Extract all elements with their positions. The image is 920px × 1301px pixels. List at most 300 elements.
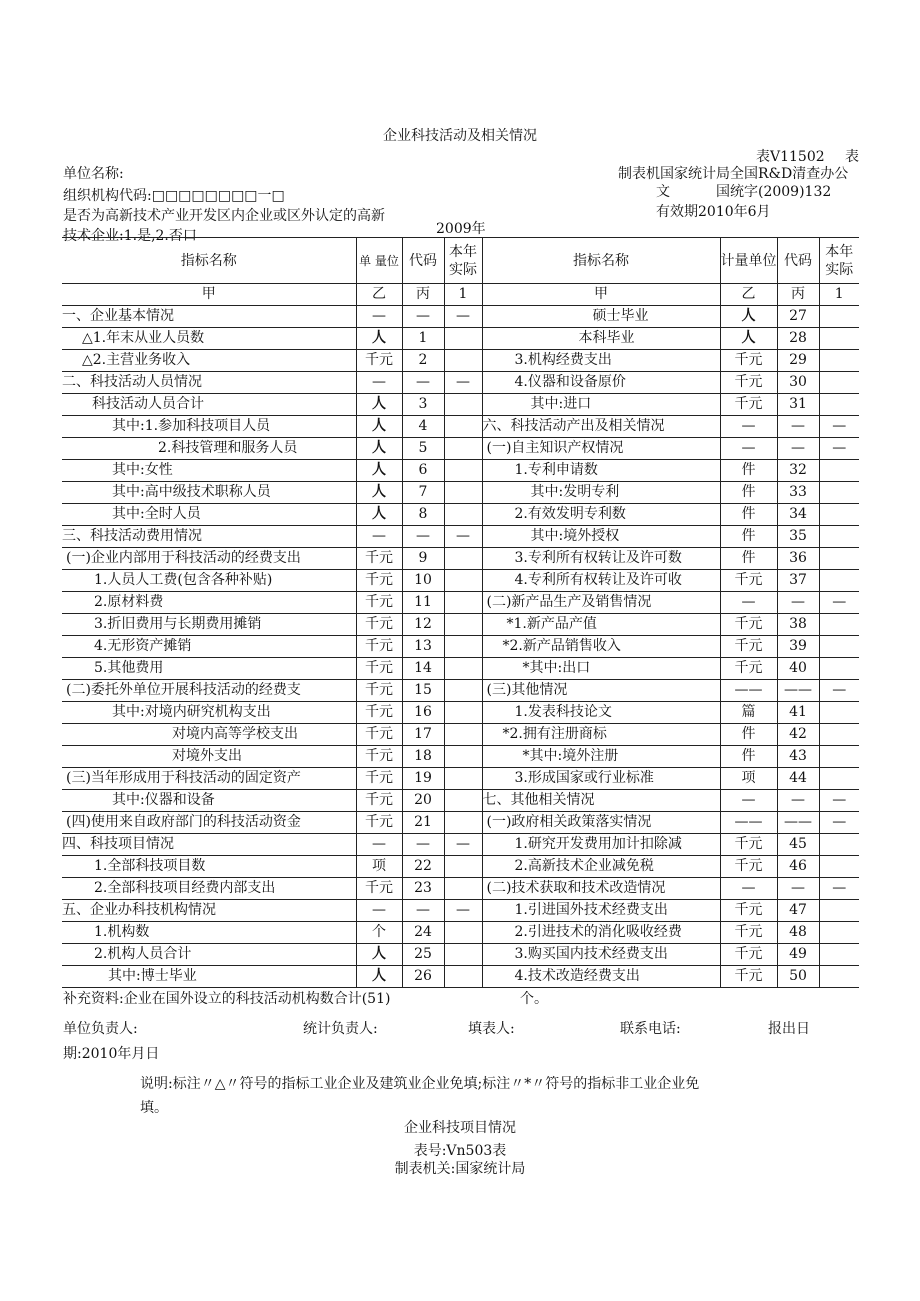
unit-left: 千元 — [356, 658, 402, 680]
subheader-b: 乙 — [356, 284, 402, 306]
code-right: 47 — [777, 900, 819, 922]
unit-right: —— — [720, 812, 777, 834]
actual-value-right[interactable] — [819, 702, 859, 724]
actual-value-left[interactable] — [444, 570, 482, 592]
code-right: 32 — [777, 460, 819, 482]
code-left: 21 — [402, 812, 444, 834]
supplement-text: 补充资料:企业在国外设立的科技活动机构数合计(51) — [63, 991, 391, 1007]
code-right: 39 — [777, 636, 819, 658]
table-subheader-row — [62, 284, 859, 306]
actual-value-right[interactable]: — — [819, 790, 859, 812]
table-row — [62, 680, 859, 702]
actual-value-right[interactable] — [819, 856, 859, 878]
actual-value-left[interactable] — [444, 680, 482, 702]
indicator-name-right: 1.研究开发费用加计扣除减 — [482, 834, 720, 856]
indicator-name-left: 1.机构数 — [62, 922, 356, 944]
unit-right: 篇 — [720, 702, 777, 724]
table-row — [62, 746, 859, 768]
indicator-name-right: 硕士毕业 — [482, 306, 720, 328]
unit-right: 千元 — [720, 570, 777, 592]
unit-left: 千元 — [356, 592, 402, 614]
table-row — [62, 592, 859, 614]
unit-left: 人 — [356, 460, 402, 482]
unit-right: 件 — [720, 526, 777, 548]
code-left: 12 — [402, 614, 444, 636]
table-row — [62, 328, 859, 350]
code-right: —— — [777, 812, 819, 834]
code-left: 25 — [402, 944, 444, 966]
indicator-name-left: 2.机构人员合计 — [62, 944, 356, 966]
unit-left: 人 — [356, 944, 402, 966]
unit-right: 千元 — [720, 614, 777, 636]
table-row — [62, 724, 859, 746]
table-row — [62, 460, 859, 482]
code-right: 28 — [777, 328, 819, 350]
table-row — [62, 636, 859, 658]
indicator-name-right: 2.有效发明专利数 — [482, 504, 720, 526]
indicator-name-right: 七、其他相关情况 — [482, 790, 720, 812]
code-right: — — [777, 790, 819, 812]
unit-left: 人 — [356, 504, 402, 526]
indicator-name-left: 1.人员人工费(包含各种补贴) — [62, 570, 356, 592]
indicator-name-left: 其中:对境内研究机构支出 — [62, 702, 356, 724]
col-header-unit: 单 量位 — [356, 238, 402, 284]
actual-value-right[interactable] — [819, 834, 859, 856]
unit-left: 千元 — [356, 878, 402, 900]
indicator-name-right: 4.仪器和设备原价 — [482, 372, 720, 394]
unit-right: 件 — [720, 548, 777, 570]
indicator-name-right: (三)其他情况 — [482, 680, 720, 702]
actual-value-right[interactable] — [819, 724, 859, 746]
indicator-name-left: 2.原材料费 — [62, 592, 356, 614]
col-header-code: 代码 — [402, 238, 444, 284]
code-right: 30 — [777, 372, 819, 394]
code-right: 33 — [777, 482, 819, 504]
table-row — [62, 504, 859, 526]
code-left: 22 — [402, 856, 444, 878]
next-form-title: 企业科技项目情况 — [404, 1120, 516, 1136]
actual-value-left[interactable]: — — [444, 834, 482, 856]
indicator-name-right: 2.引进技术的消化吸收经费 — [482, 922, 720, 944]
code-left: 8 — [402, 504, 444, 526]
table-row — [62, 768, 859, 790]
unit-left: 人 — [356, 394, 402, 416]
unit-right: 件 — [720, 724, 777, 746]
form-number-suffix: 表 — [845, 149, 859, 165]
actual-value-left[interactable] — [444, 636, 482, 658]
indicator-name-left: 其中:高中级技术职称人员 — [62, 482, 356, 504]
code-right: 29 — [777, 350, 819, 372]
indicator-name-left: 二、科技活动人员情况 — [62, 372, 356, 394]
actual-value-right[interactable] — [819, 636, 859, 658]
code-left: 6 — [402, 460, 444, 482]
unit-left: 千元 — [356, 548, 402, 570]
indicator-name-left: 其中:全时人员 — [62, 504, 356, 526]
indicator-name-right: 3.专利所有权转让及许可数 — [482, 548, 720, 570]
subheader-a: 甲 — [62, 284, 356, 306]
unit-right: — — [720, 592, 777, 614]
unit-left: 人 — [356, 482, 402, 504]
actual-value-right[interactable]: — — [819, 878, 859, 900]
code-left: 17 — [402, 724, 444, 746]
table-row — [62, 548, 859, 570]
code-right: 34 — [777, 504, 819, 526]
actual-value-left[interactable] — [444, 328, 482, 350]
code-left: 5 — [402, 438, 444, 460]
code-right: — — [777, 878, 819, 900]
unit-right: — — [720, 416, 777, 438]
form-number: 表V11502 — [756, 149, 825, 165]
signature-date-cont: 期:2010年月日 — [63, 1046, 160, 1062]
unit-left: 千元 — [356, 790, 402, 812]
col-header-actual-right: 本年实际 — [819, 238, 859, 284]
actual-value-right[interactable] — [819, 526, 859, 548]
code-left: 18 — [402, 746, 444, 768]
hitech-question-line2: 技术企业:1.是,2.否口 — [63, 228, 197, 244]
indicator-name-right: 其中:进口 — [482, 394, 720, 416]
actual-value-left[interactable] — [444, 768, 482, 790]
indicator-name-right: (二)技术获取和技术改造情况 — [482, 878, 720, 900]
actual-value-right[interactable]: — — [819, 812, 859, 834]
actual-value-left[interactable]: — — [444, 306, 482, 328]
actual-value-left[interactable] — [444, 944, 482, 966]
indicator-name-right: 六、科技活动产出及相关情况 — [482, 416, 720, 438]
unit-left: 人 — [356, 966, 402, 988]
subheader-c-right: 丙 — [777, 284, 819, 306]
indicator-name-left: 对境内高等学校支出 — [62, 724, 356, 746]
table-header-row — [62, 238, 859, 284]
code-right: 31 — [777, 394, 819, 416]
next-form-issuer: 制表机关:国家统计局 — [394, 1161, 526, 1177]
table-row — [62, 482, 859, 504]
unit-right: 千元 — [720, 966, 777, 988]
unit-left: 千元 — [356, 724, 402, 746]
actual-value-left[interactable] — [444, 504, 482, 526]
actual-value-left[interactable] — [444, 790, 482, 812]
indicator-name-right: (一)政府相关政策落实情况 — [482, 812, 720, 834]
signature-date: 报出日 — [768, 1021, 810, 1037]
actual-value-left[interactable] — [444, 724, 482, 746]
subheader-a-right: 甲 — [482, 284, 720, 306]
code-left: — — [402, 306, 444, 328]
table-row — [62, 856, 859, 878]
actual-value-right[interactable] — [819, 372, 859, 394]
table-row — [62, 878, 859, 900]
indicator-name-right: 3.机构经费支出 — [482, 350, 720, 372]
unit-name-label: 单位名称: — [63, 166, 124, 182]
indicator-name-left: 四、科技项目情况 — [62, 834, 356, 856]
table-row — [62, 812, 859, 834]
unit-left: 千元 — [356, 746, 402, 768]
unit-left: — — [356, 900, 402, 922]
unit-left: 人 — [356, 438, 402, 460]
unit-right: 千元 — [720, 834, 777, 856]
code-right: 49 — [777, 944, 819, 966]
actual-value-left[interactable] — [444, 856, 482, 878]
table-row — [62, 416, 859, 438]
unit-right: 件 — [720, 460, 777, 482]
code-right: 37 — [777, 570, 819, 592]
unit-right: —— — [720, 680, 777, 702]
col-header-code-right: 代码 — [777, 238, 819, 284]
actual-value-left[interactable] — [444, 394, 482, 416]
unit-right: 千元 — [720, 394, 777, 416]
table-row — [62, 966, 859, 988]
table-row — [62, 306, 859, 328]
actual-value-right[interactable] — [819, 966, 859, 988]
unit-left: 人 — [356, 416, 402, 438]
code-right: 46 — [777, 856, 819, 878]
indicator-name-left: (三)当年形成用于科技活动的固定资产 — [62, 768, 356, 790]
actual-value-left[interactable] — [444, 702, 482, 724]
actual-value-right[interactable] — [819, 922, 859, 944]
hitech-question-line1: 是否为高新技术产业开发区内企业或区外认定的高新 — [63, 208, 385, 224]
code-right: — — [777, 592, 819, 614]
actual-value-left[interactable] — [444, 658, 482, 680]
code-left: 3 — [402, 394, 444, 416]
code-left: — — [402, 372, 444, 394]
indicator-name-left: △2.主营业务收入 — [62, 350, 356, 372]
col-header-unit-right: 计量单位 — [720, 238, 777, 284]
code-right: 48 — [777, 922, 819, 944]
col-header-name: 指标名称 — [62, 238, 356, 284]
signature-filler: 填表人: — [468, 1021, 515, 1037]
unit-right: 件 — [720, 746, 777, 768]
unit-right: — — [720, 790, 777, 812]
signature-stat-head: 统计负责人: — [303, 1021, 378, 1037]
table-row — [62, 526, 859, 548]
code-right: — — [777, 416, 819, 438]
actual-value-left[interactable] — [444, 812, 482, 834]
actual-value-left[interactable] — [444, 966, 482, 988]
indicator-name-right: 3.购买国内技术经费支出 — [482, 944, 720, 966]
unit-left: 千元 — [356, 636, 402, 658]
table-row — [62, 438, 859, 460]
next-form-number: 表号:Vn503表 — [413, 1143, 507, 1159]
indicator-name-left: 1.全部科技项目数 — [62, 856, 356, 878]
unit-left: — — [356, 834, 402, 856]
indicator-name-right: 本科毕业 — [482, 328, 720, 350]
indicator-name-left: 2.全部科技项目经费内部支出 — [62, 878, 356, 900]
actual-value-left[interactable] — [444, 416, 482, 438]
actual-value-right[interactable] — [819, 768, 859, 790]
code-right: —— — [777, 680, 819, 702]
code-right: 27 — [777, 306, 819, 328]
actual-value-right[interactable] — [819, 394, 859, 416]
unit-left: 千元 — [356, 614, 402, 636]
actual-value-right[interactable] — [819, 504, 859, 526]
code-right: 45 — [777, 834, 819, 856]
document-number: 国统字(2009)132 — [716, 184, 832, 200]
code-left: 13 — [402, 636, 444, 658]
code-left: 7 — [402, 482, 444, 504]
indicator-name-right: 其中:发明专利 — [482, 482, 720, 504]
indicator-name-left: (四)使用来自政府部门的科技活动资金 — [62, 812, 356, 834]
actual-value-right[interactable] — [819, 658, 859, 680]
actual-value-right[interactable] — [819, 570, 859, 592]
table-row — [62, 350, 859, 372]
table-row — [62, 614, 859, 636]
indicator-name-left: 3.折旧费用与长期费用摊销 — [62, 614, 356, 636]
unit-left: 千元 — [356, 812, 402, 834]
actual-value-right[interactable] — [819, 944, 859, 966]
indicator-name-left: 其中:仪器和设备 — [62, 790, 356, 812]
indicator-name-left: △1.年末从业人员数 — [62, 328, 356, 350]
indicator-name-right: 1.发表科技论文 — [482, 702, 720, 724]
table-row — [62, 372, 859, 394]
actual-value-right[interactable] — [819, 900, 859, 922]
indicator-name-left: 2.科技管理和服务人员 — [62, 438, 356, 460]
table-row — [62, 900, 859, 922]
form-title: 企业科技活动及相关情况 — [383, 128, 537, 144]
unit-right: 件 — [720, 482, 777, 504]
code-right: 36 — [777, 548, 819, 570]
table-row — [62, 944, 859, 966]
unit-left: 千元 — [356, 768, 402, 790]
indicator-name-right: 4.专利所有权转让及许可收 — [482, 570, 720, 592]
unit-right: 千元 — [720, 372, 777, 394]
table-row — [62, 834, 859, 856]
code-left: 14 — [402, 658, 444, 680]
actual-value-left[interactable]: — — [444, 526, 482, 548]
code-left: 19 — [402, 768, 444, 790]
unit-left: — — [356, 526, 402, 548]
org-code-label: 组织机构代码:□□□□□□□□一□ — [63, 188, 285, 204]
code-left: 24 — [402, 922, 444, 944]
unit-left: 千元 — [356, 570, 402, 592]
table-row — [62, 922, 859, 944]
code-right: 35 — [777, 526, 819, 548]
indicator-name-right: 4.技术改造经费支出 — [482, 966, 720, 988]
unit-right: 人 — [720, 328, 777, 350]
code-right: 42 — [777, 724, 819, 746]
subheader-d-right: 1 — [819, 284, 859, 306]
unit-right: 千元 — [720, 350, 777, 372]
note-line2: 填。 — [140, 1100, 168, 1116]
unit-right: 千元 — [720, 856, 777, 878]
code-left: 26 — [402, 966, 444, 988]
code-left: 9 — [402, 548, 444, 570]
indicator-name-right: 3.形成国家或行业标准 — [482, 768, 720, 790]
signature-unit-head: 单位负责人: — [63, 1021, 138, 1037]
subheader-b-right: 乙 — [720, 284, 777, 306]
indicator-name-right: *1.新产品产值 — [482, 614, 720, 636]
actual-value-left[interactable] — [444, 922, 482, 944]
actual-value-left[interactable]: — — [444, 900, 482, 922]
indicator-name-left: 其中:1.参加科技项目人员 — [62, 416, 356, 438]
actual-value-left[interactable] — [444, 592, 482, 614]
indicator-name-left: 科技活动人员合计 — [62, 394, 356, 416]
code-left: 15 — [402, 680, 444, 702]
actual-value-left[interactable] — [444, 482, 482, 504]
table-row — [62, 394, 859, 416]
code-right: 41 — [777, 702, 819, 724]
actual-value-left[interactable] — [444, 614, 482, 636]
actual-value-left[interactable] — [444, 350, 482, 372]
indicator-name-right: 1.引进国外技术经费支出 — [482, 900, 720, 922]
actual-value-right[interactable] — [819, 746, 859, 768]
code-left: — — [402, 900, 444, 922]
actual-value-right[interactable] — [819, 328, 859, 350]
actual-value-right[interactable]: — — [819, 680, 859, 702]
actual-value-left[interactable] — [444, 878, 482, 900]
unit-left: 千元 — [356, 702, 402, 724]
indicator-table — [62, 237, 859, 988]
code-right: 44 — [777, 768, 819, 790]
code-left: 11 — [402, 592, 444, 614]
actual-value-right[interactable] — [819, 306, 859, 328]
code-left: 2 — [402, 350, 444, 372]
code-right: — — [777, 438, 819, 460]
code-right: 40 — [777, 658, 819, 680]
col-header-actual: 本年实际 — [444, 238, 482, 284]
unit-right: 千元 — [720, 636, 777, 658]
actual-value-left[interactable] — [444, 548, 482, 570]
actual-value-right[interactable]: — — [819, 438, 859, 460]
table-row — [62, 570, 859, 592]
actual-value-left[interactable] — [444, 746, 482, 768]
indicator-name-left: 对境外支出 — [62, 746, 356, 768]
actual-value-left[interactable]: — — [444, 372, 482, 394]
actual-value-right[interactable]: — — [819, 592, 859, 614]
actual-value-right[interactable]: — — [819, 416, 859, 438]
code-right: 38 — [777, 614, 819, 636]
unit-left: 个 — [356, 922, 402, 944]
actual-value-left[interactable] — [444, 460, 482, 482]
code-left: 4 — [402, 416, 444, 438]
unit-left: 人 — [356, 328, 402, 350]
code-right: 43 — [777, 746, 819, 768]
subheader-d: 1 — [444, 284, 482, 306]
indicator-name-right: 2.高新技术企业减免税 — [482, 856, 720, 878]
actual-value-right[interactable] — [819, 350, 859, 372]
indicator-name-left: (二)委托外单位开展科技活动的经费支 — [62, 680, 356, 702]
code-left: 10 — [402, 570, 444, 592]
actual-value-right[interactable] — [819, 614, 859, 636]
actual-value-right[interactable] — [819, 548, 859, 570]
unit-right: — — [720, 878, 777, 900]
unit-right: 千元 — [720, 658, 777, 680]
code-right: 50 — [777, 966, 819, 988]
unit-right: 项 — [720, 768, 777, 790]
code-left: 23 — [402, 878, 444, 900]
unit-left: 千元 — [356, 680, 402, 702]
table-row — [62, 790, 859, 812]
unit-right: 千元 — [720, 922, 777, 944]
validity-period: 有效期2010年6月 — [656, 204, 771, 220]
unit-right: 千元 — [720, 900, 777, 922]
indicator-name-left: 4.无形资产摊销 — [62, 636, 356, 658]
indicator-name-left: 五、企业办科技机构情况 — [62, 900, 356, 922]
note-line1: 说明:标注〃△〃符号的指标工业企业及建筑业企业免填;标注〃*〃符号的指标非工业企业免 — [140, 1076, 700, 1092]
indicator-name-right: *其中:出口 — [482, 658, 720, 680]
indicator-name-left: 一、企业基本情况 — [62, 306, 356, 328]
report-year: 2009年 — [436, 221, 486, 237]
subheader-c: 丙 — [402, 284, 444, 306]
indicator-name-left: 其中:女性 — [62, 460, 356, 482]
actual-value-right[interactable] — [819, 460, 859, 482]
col-header-name-right: 指标名称 — [482, 238, 720, 284]
unit-left: 千元 — [356, 350, 402, 372]
indicator-name-right: 其中:境外授权 — [482, 526, 720, 548]
table-row — [62, 658, 859, 680]
actual-value-right[interactable] — [819, 482, 859, 504]
indicator-name-right: *其中:境外注册 — [482, 746, 720, 768]
code-left: 20 — [402, 790, 444, 812]
actual-value-left[interactable] — [444, 438, 482, 460]
indicator-name-left: 5.其他费用 — [62, 658, 356, 680]
unit-left: 项 — [356, 856, 402, 878]
